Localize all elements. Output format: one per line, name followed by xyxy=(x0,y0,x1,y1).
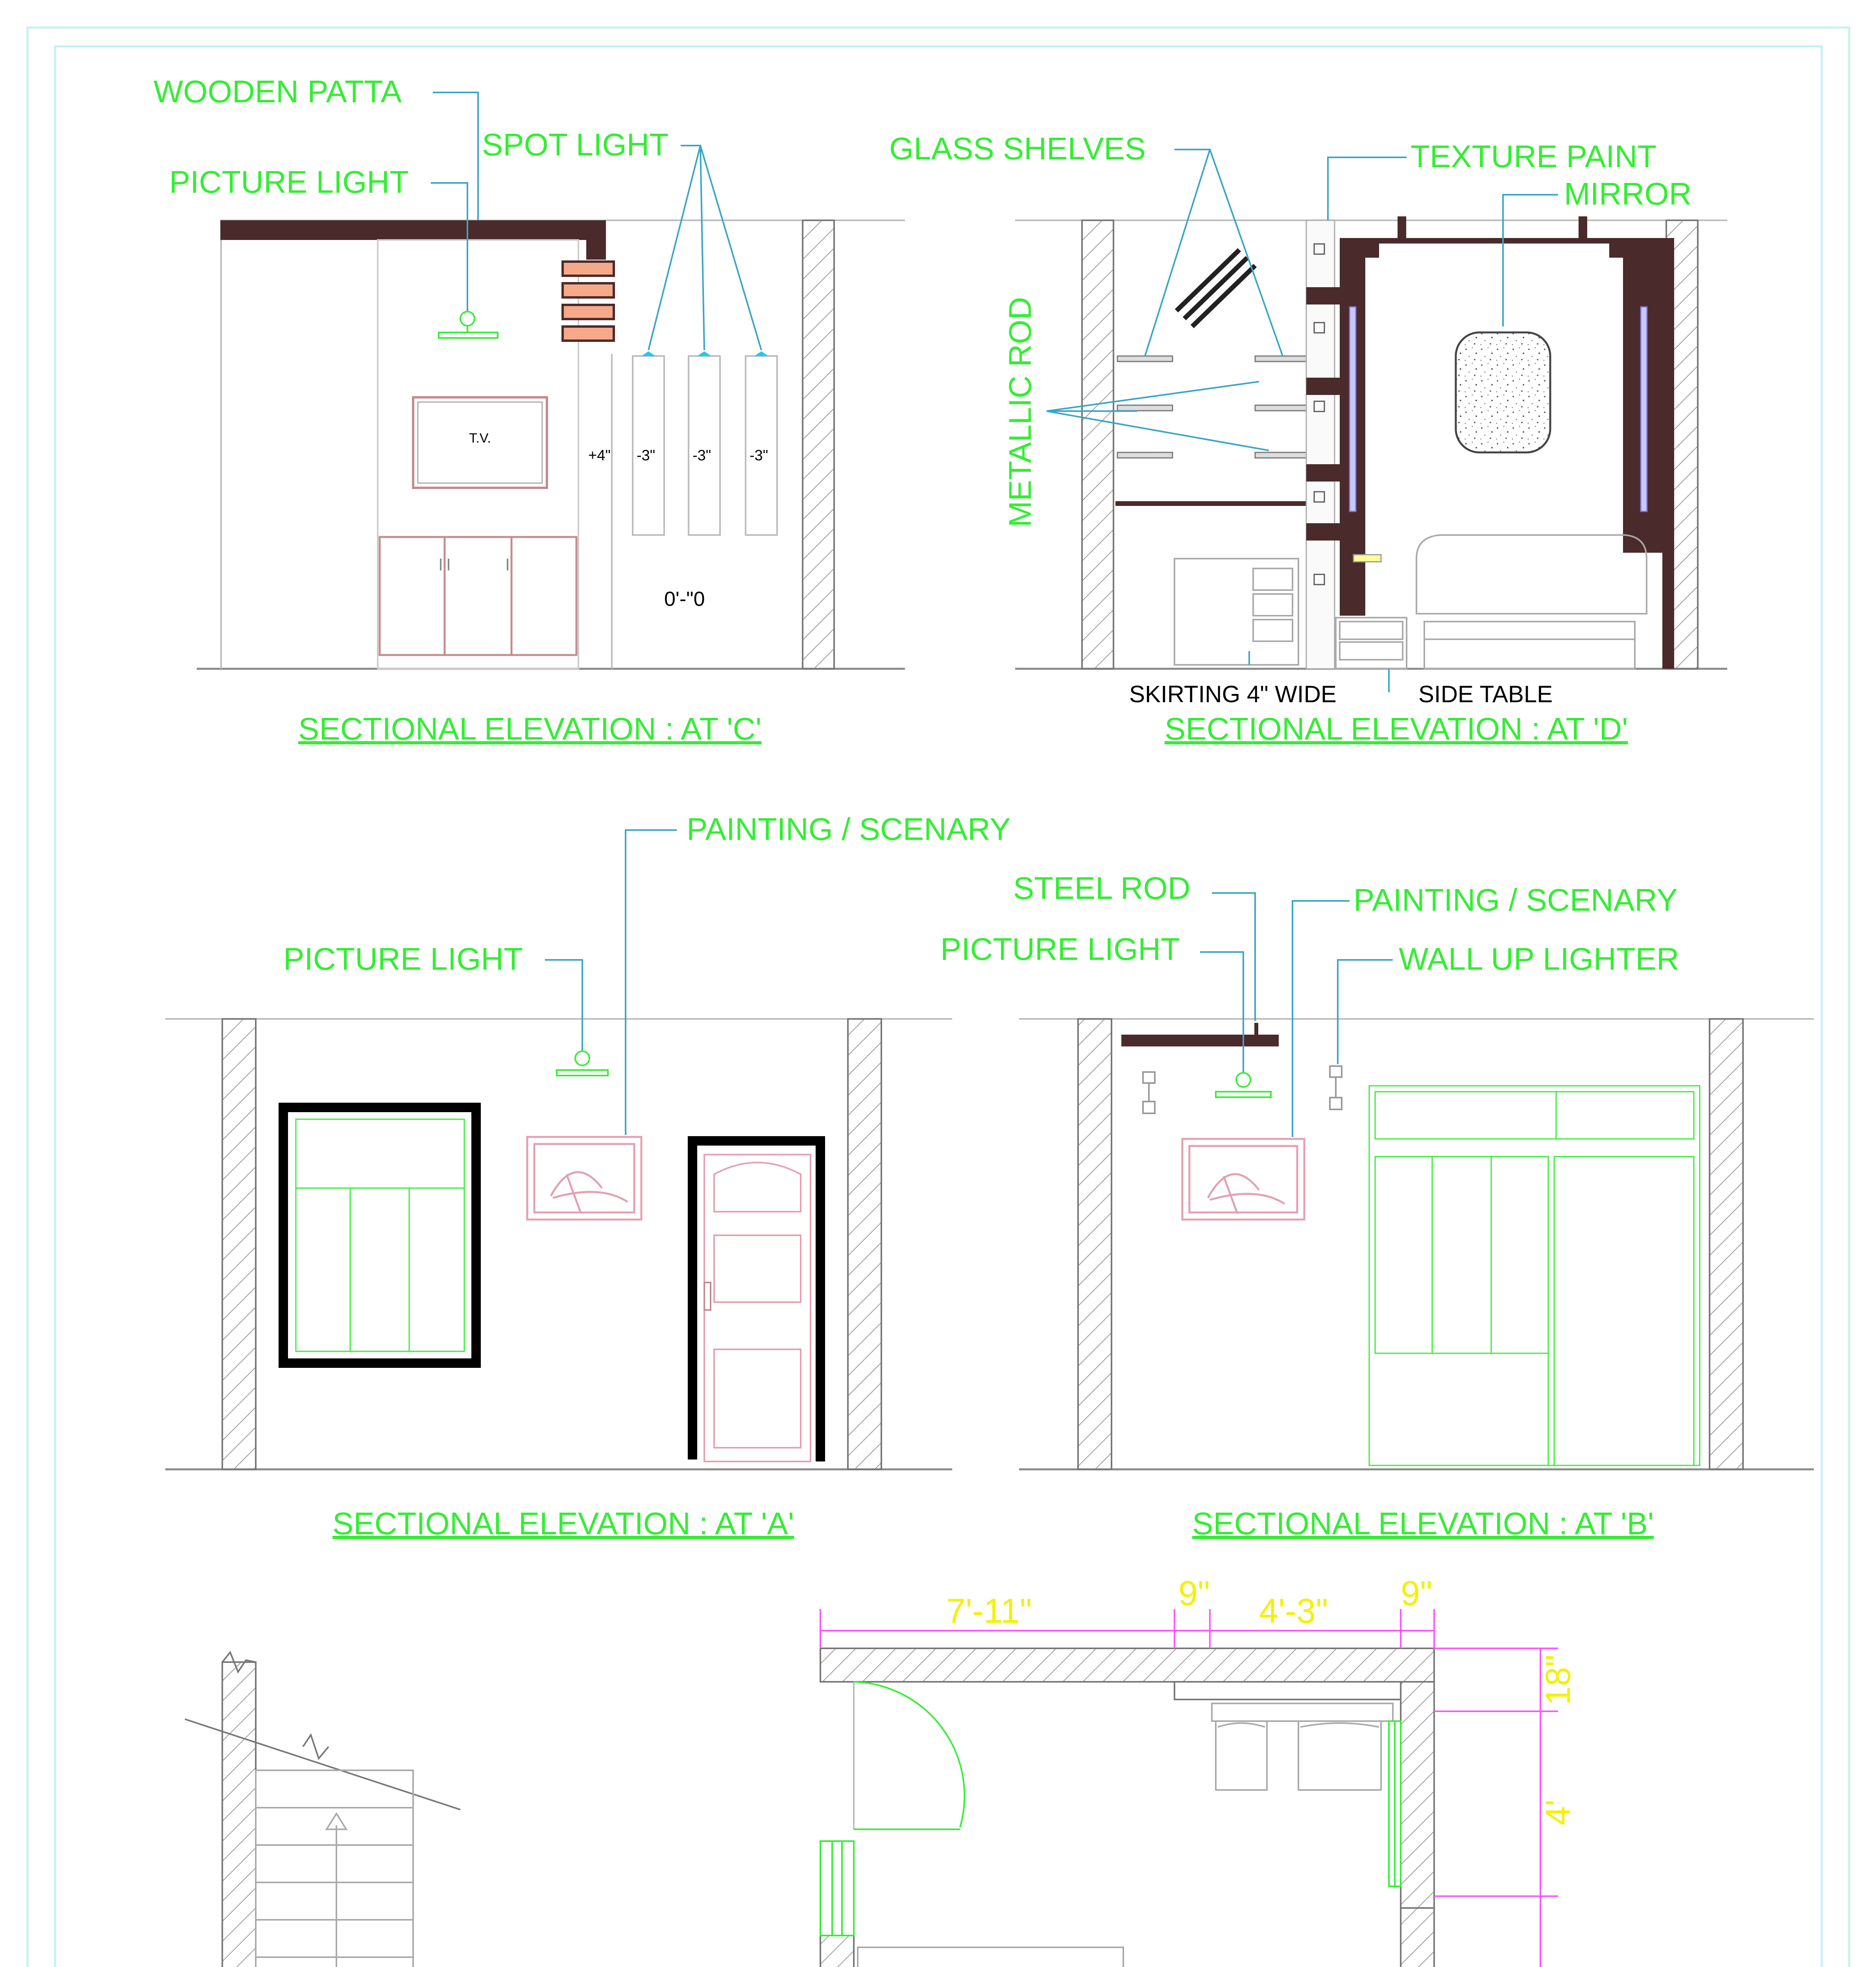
cove-slats xyxy=(563,262,614,341)
level-plus4: +4" xyxy=(588,447,611,464)
side-table-d xyxy=(1336,618,1407,669)
elevation-b-title: SECTIONAL ELEVATION : AT 'B' xyxy=(1192,1506,1654,1541)
right-dim-2: 4' xyxy=(1538,1799,1577,1825)
texture-paint-label: TEXTURE PAINT xyxy=(1411,139,1657,174)
picture-light-fixture xyxy=(439,312,498,338)
glass-shelves-label: GLASS SHELVES xyxy=(889,131,1146,166)
window-right-plan xyxy=(1389,1721,1401,1886)
painting-label-b: PAINTING / SCENARY xyxy=(1353,882,1678,917)
mirror xyxy=(1456,332,1550,452)
elevation-d-title: SECTIONAL ELEVATION : AT 'D' xyxy=(1165,711,1628,746)
picture-light-b xyxy=(1216,1073,1271,1097)
panel-light-left xyxy=(1350,307,1356,511)
bed-d xyxy=(1416,535,1647,669)
bed-plan xyxy=(858,1947,1198,1967)
wall-up-lighter-right xyxy=(1330,1066,1342,1109)
picture-light-label-a: PICTURE LIGHT xyxy=(283,941,523,976)
diagonal-rods xyxy=(1176,250,1255,327)
glass-shelves xyxy=(1117,356,1310,458)
elevation-c-title: SECTIONAL ELEVATION : AT 'C' xyxy=(298,711,762,746)
wooden-patta-label: WOODEN PATTA xyxy=(153,74,402,109)
painting-b xyxy=(1182,1139,1304,1220)
level-minus3-c: -3" xyxy=(750,447,768,464)
level-zero: 0'-"0 xyxy=(664,588,705,611)
top-dim-lines xyxy=(820,1609,1434,1648)
picture-light-label: PICTURE LIGHT xyxy=(169,164,409,199)
left-wall-d xyxy=(1082,220,1113,669)
top-dim-3: 4'-3" xyxy=(1259,1591,1328,1630)
level-minus3-a: -3" xyxy=(637,447,655,464)
window-b xyxy=(1369,1086,1700,1465)
leaders-a xyxy=(545,830,677,1135)
right-wall xyxy=(803,220,834,669)
elevation-a-title: SECTIONAL ELEVATION : AT 'A' xyxy=(332,1506,794,1541)
picture-light-a xyxy=(557,1051,608,1076)
base-cabinet xyxy=(380,537,576,655)
picture-light-label-b: PICTURE LIGHT xyxy=(940,932,1180,967)
door-swing-top xyxy=(854,1682,964,1829)
skirting-label: SKIRTING 4" WIDE xyxy=(1129,681,1337,707)
mirror-label: MIRROR xyxy=(1564,176,1692,211)
leaders-b xyxy=(1200,893,1393,1137)
spot-light-label: SPOT LIGHT xyxy=(482,127,669,162)
top-dim-2: 9" xyxy=(1178,1574,1210,1613)
tv-label: T.V. xyxy=(469,431,491,446)
door-a xyxy=(692,1141,820,1461)
wall-left-edge xyxy=(220,240,222,669)
panel-light-right xyxy=(1641,307,1647,511)
study-desk xyxy=(1174,559,1298,665)
window-left-plan xyxy=(820,1841,854,1936)
level-minus3-b: -3" xyxy=(692,447,711,464)
staircase xyxy=(256,1770,413,1967)
elevation-d xyxy=(889,131,1727,746)
wooden-patta-drop xyxy=(586,220,606,260)
spot-light-panels xyxy=(633,351,777,535)
wooden-patta xyxy=(220,220,606,240)
elevation-b xyxy=(940,871,1814,1541)
right-dim-1: 18" xyxy=(1538,1654,1577,1705)
plan-lines xyxy=(527,1682,854,1967)
wall-up-lighter-label: WALL UP LIGHTER xyxy=(1399,941,1679,976)
tv-panel xyxy=(378,240,578,669)
wall-up-lighter-left xyxy=(1143,1072,1155,1113)
elevation-a xyxy=(165,812,1011,1541)
top-dim-4: 9" xyxy=(1401,1574,1433,1613)
lamp-d xyxy=(1353,555,1381,562)
window-a xyxy=(283,1107,476,1363)
elevation-c xyxy=(153,74,905,746)
top-dim-1: 7'-11" xyxy=(946,1591,1032,1630)
painting-label-a: PAINTING / SCENARY xyxy=(687,812,1011,847)
painting-a xyxy=(527,1137,641,1220)
sofa-plan xyxy=(1212,1703,1393,1790)
side-table-label: SIDE TABLE xyxy=(1418,681,1553,707)
steel-rod-label: STEEL ROD xyxy=(1013,871,1191,906)
metallic-rod-label: METALLIC ROD xyxy=(1003,297,1038,527)
floor-plan xyxy=(185,1574,1577,1967)
